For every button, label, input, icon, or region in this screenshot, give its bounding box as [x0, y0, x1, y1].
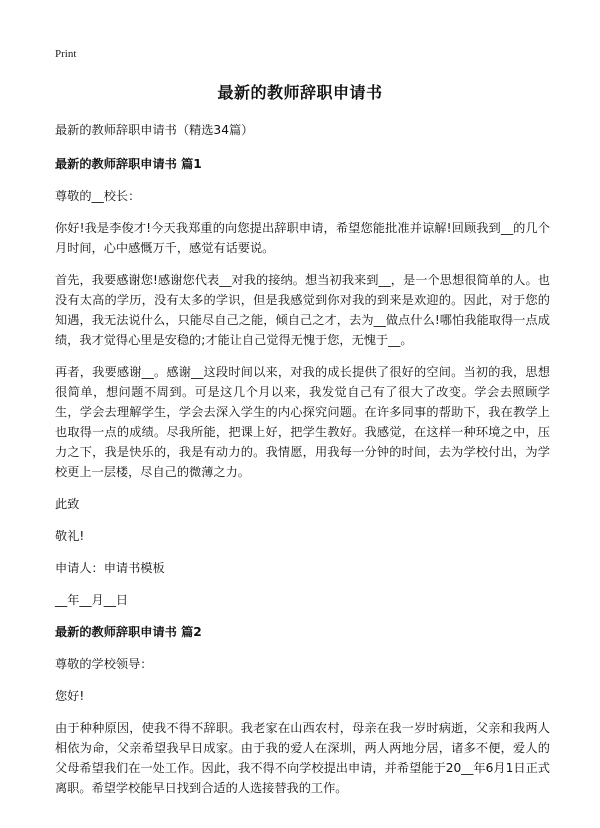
section-1-applicant: 申请人：申请书模板: [55, 561, 165, 575]
section-1-heading: 最新的教师辞职申请书 篇1: [55, 157, 202, 171]
print-label: Print: [55, 48, 77, 60]
section-1-date: __年__月__日: [55, 593, 129, 607]
section-1-paragraph: 再者，我要感谢__。感谢__这段时间以来，对我的成长提供了很好的空间。当初的我，思想很简单，想问题不周到。可是这几个月以来，我发觉自己有了很大了改变。学会去照顾学生，学会去理解学生，学会去深入学生的内心探究问题。在许多同事的帮助下，我在教学上也取得一点的成绩。尽我所能，把课上好，把学生教好。我感觉，在这样一种环境之中，压力之下，我是快乐的，我是有动力的。我情愿，用我每一分钟的时间，去为学校付出，为学校更上一层楼，尽自己的微薄之力。: [55, 365, 550, 479]
section-1-paragraph: 你好!我是李俊才!今天我郑重的向您提出辞职申请，希望您能批准并谅解!回顾我到__的几个月时间，心中感慨万千，感觉有话要说。: [55, 221, 550, 255]
section-1-salutation: 尊敬的__校长：: [55, 189, 141, 203]
document-body: [55, 120, 550, 810]
document-subtitle: 最新的教师辞职申请书（精选34篇）: [55, 123, 254, 137]
section-1-closing: 此致: [55, 497, 80, 511]
section-2-salutation: 尊敬的学校领导：: [55, 657, 153, 671]
section-2-heading: 最新的教师辞职申请书 篇2: [55, 625, 202, 639]
section-1-paragraph: 首先，我要感谢您!感谢您代表__对我的接纳。想当初我来到__，是一个思想很简单的人。也没有太高的学历，没有太多的学识，但是我感觉到你对我的到来是欢迎的。因此，对于您的知遇，我无法说什么，只能尽自己之能，倾自己之才，去为__做点什么!哪怕我能取得一点成绩，我才觉得心里是安稳的;才能让自己觉得无愧于您，无愧于__。: [55, 273, 550, 347]
section-2-paragraph: 由于种种原因，使我不得不辞职。我老家在山西农村，母亲在我一岁时病逝，父亲和我两人相依为命，父亲希望我早日成家。由于我的爱人在深圳，两人两地分居，诸多不便，爱人的父母希望我们在一处工作。因此，我不得不向学校提出申请，并希望能于20__年6月1日正式离职。希望学校能早日找到合适的人选接替我的工作。: [55, 721, 550, 795]
document-title: 最新的教师辞职申请书: [217, 83, 383, 102]
section-2-greeting: 您好!: [55, 689, 85, 703]
section-1-closing-regards: 敬礼!: [55, 529, 85, 543]
